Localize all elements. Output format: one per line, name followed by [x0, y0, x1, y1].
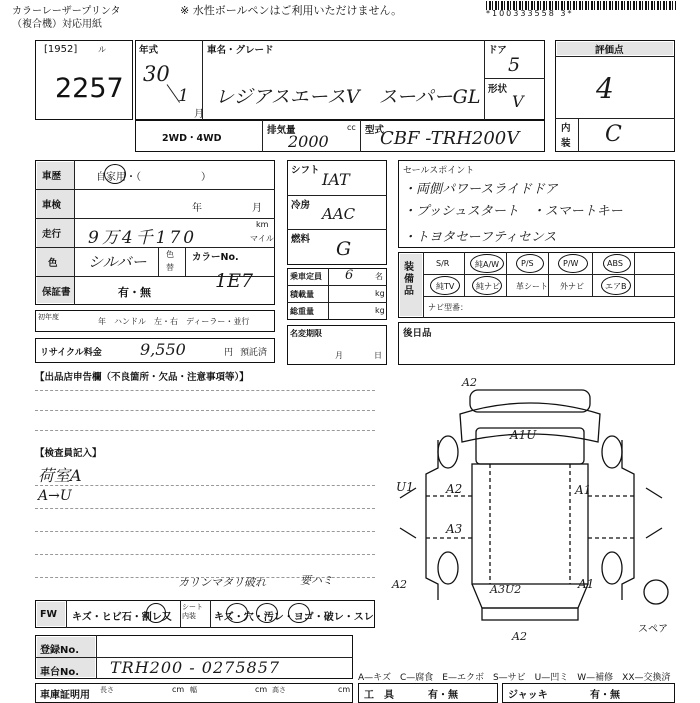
mark-5: A1: [575, 483, 592, 497]
label-model: 型式: [365, 125, 385, 136]
label-inspector-notes: 【検査員記入】: [35, 448, 102, 459]
jack-options: 有・無: [590, 690, 620, 701]
eq-ps: P/S: [521, 259, 534, 268]
value-fuel: G: [336, 238, 352, 260]
sales-point-1: ・両側パワースライドドア: [403, 182, 558, 197]
eq-sr: S/R: [436, 259, 450, 268]
label-displacement: 排気量: [267, 125, 296, 136]
label-chassis: 車台No.: [40, 667, 80, 678]
label-prepaid: 預託済: [240, 348, 268, 358]
label-sales-points: セールスポイント: [403, 166, 475, 176]
header-line2: （複合機）対応用紙: [12, 19, 102, 30]
label-interior2: 装: [561, 138, 571, 149]
value-year: 30: [143, 62, 170, 86]
label-reg-class: 名変期限: [290, 329, 322, 338]
reg-class-month: 月: [335, 351, 343, 360]
eq-airbag: エアB: [605, 282, 627, 291]
damage-legend: A—キズ C—腐食 E—エクボ S—サビ U—凹ミ W—補修 XX—交換済: [358, 673, 671, 683]
mark-4: A2: [446, 482, 463, 496]
barcode-number: *100333558 3*: [486, 9, 574, 18]
inspector-note-2: A→U: [38, 488, 72, 504]
label-interior: 内: [561, 123, 571, 134]
label-after-notes: 後日品: [403, 328, 432, 339]
label-load: 積載量: [290, 290, 314, 299]
value-doors: 5: [508, 54, 521, 76]
label-car-name: 車名・グレード: [207, 45, 274, 56]
label-km: km: [256, 220, 269, 229]
history-circle: [104, 164, 126, 184]
label-height: 高さ: [272, 686, 286, 694]
label-capacity: 乗車定員: [290, 272, 322, 281]
label-shape: 形状: [488, 84, 508, 95]
value-era-mark: 月: [194, 109, 204, 120]
label-yen: 円: [224, 348, 234, 358]
lot-suffix: ル: [98, 45, 106, 54]
sales-point-2: ・プッシュスタート ・スマートキー: [403, 204, 623, 219]
mark-2: A1U: [510, 428, 537, 442]
sales-point-3: ・トヨタセーフティセンス: [403, 230, 557, 245]
label-tools: 工 具: [364, 690, 394, 701]
value-displacement: 2000: [288, 132, 329, 151]
capacity-unit: 名: [375, 272, 383, 281]
label-fuel: 燃料: [291, 234, 311, 245]
label-color-no: カラーNo.: [192, 252, 239, 263]
header-notice: ※ 水性ボールペンはご利用いただけません。: [180, 4, 403, 17]
mark-10: A2: [512, 630, 527, 643]
lot-number: 2257: [55, 73, 124, 104]
mark-8: A3U2: [490, 583, 522, 596]
mark-9: A1: [578, 577, 595, 591]
label-seller-notes: 【出品店申告欄（不良箇所・欠品・注意事項等）】: [35, 372, 249, 383]
value-capacity: 6: [345, 268, 354, 283]
width-cm: cm: [255, 685, 268, 694]
mark-6: A3: [446, 522, 463, 536]
label-mile: マイル: [250, 234, 274, 243]
value-color-no: 1E7: [215, 270, 254, 292]
label-color-change2: 替: [166, 263, 174, 272]
inspection-ym: 年 月: [192, 203, 262, 214]
mark-1: A2: [462, 376, 477, 389]
label-length: 長さ: [100, 686, 114, 694]
value-car-name: レジアスエースV スーパーGL: [215, 86, 481, 108]
load-kg: kg: [375, 289, 385, 298]
label-width: 幅: [190, 686, 197, 694]
eq-abs: ABS: [607, 259, 623, 268]
label-drive: 2WD・4WD: [162, 133, 222, 144]
label-year: 年式: [139, 45, 159, 56]
label-shift: シフト: [291, 165, 320, 176]
eq-navi: 純ナビ: [476, 282, 500, 291]
vehicle-diagram: [390, 378, 680, 633]
label-navi-type: ナビ型番：: [428, 303, 468, 312]
label-warranty: 保証書: [42, 287, 71, 298]
eq-pw: P/W: [563, 259, 579, 268]
label-history: 車歴: [42, 171, 62, 182]
label-reg-cert: 車庫証明用: [40, 690, 90, 701]
history-options: 自家用・（ ）: [96, 172, 211, 183]
label-mileage: 走行: [42, 229, 62, 240]
value-chassis: TRH200 - 0275857: [110, 658, 281, 677]
value-model: CBF -TRH200V: [380, 128, 520, 149]
label-color-change1: 色: [166, 250, 174, 259]
value-mileage: 9万4千170: [88, 228, 198, 248]
label-reg-no: 登録No.: [40, 645, 80, 656]
seat-text: キズ・穴・汚レ・ヨゴ・破レ・スレ: [214, 612, 374, 623]
label-jack: ジャッキ: [508, 690, 548, 701]
value-month: 1: [178, 86, 189, 106]
label-recycle: リサイクル料金: [40, 348, 102, 358]
mark-3: U1: [396, 480, 414, 494]
value-ac: AAC: [322, 205, 356, 223]
value-color: シルバー: [88, 253, 147, 271]
value-shape: V: [512, 92, 524, 111]
label-fw: FW: [40, 609, 57, 620]
warranty-options: 有・無: [118, 286, 151, 299]
label-first-reg-side: 初年度: [38, 313, 59, 321]
inspector-note-1: 荷室A: [38, 466, 82, 485]
length-cm: cm: [172, 685, 185, 694]
label-gross: 総重量: [290, 307, 314, 316]
value-shift: IAT: [322, 170, 350, 189]
tools-options: 有・無: [428, 690, 458, 701]
label-color: 色: [48, 258, 58, 269]
value-recycle: 9,550: [140, 340, 186, 359]
fw-note: カリンマタリ破れ: [178, 576, 266, 589]
label-doors: ドア: [488, 45, 507, 56]
eq-ext-navi: 外ナビ: [560, 282, 584, 291]
label-ac: 冷房: [291, 200, 311, 211]
eq-tv: 純TV: [436, 282, 455, 291]
label-spare: スペア: [638, 624, 668, 635]
reg-class-day: 日: [374, 351, 382, 360]
label-seat: シート内装: [182, 603, 203, 620]
label-equipment: 装備品: [404, 262, 414, 297]
label-cc: cc: [347, 123, 356, 132]
eq-alloy: 純A/W: [475, 260, 500, 269]
eq-leather: 革シート: [516, 282, 548, 291]
seat-note: 要ハミ: [300, 574, 333, 587]
fw-text: キズ・ヒビ石・割レ又: [72, 612, 172, 623]
label-score: 評価点: [595, 45, 624, 56]
height-cm: cm: [338, 685, 351, 694]
gross-kg: kg: [375, 306, 385, 315]
value-interior-score: C: [605, 122, 622, 147]
label-inspection: 車検: [42, 200, 62, 211]
value-score: 4: [596, 72, 614, 105]
lot-code: [1952]: [44, 44, 78, 55]
after-notes-box: [398, 322, 675, 365]
header-line1: カラーレーザープリンタ: [12, 6, 121, 17]
mark-7: A2: [392, 578, 407, 591]
first-reg-detail: 年 ハンドル 左・右 ディーラー・並行: [98, 317, 250, 326]
